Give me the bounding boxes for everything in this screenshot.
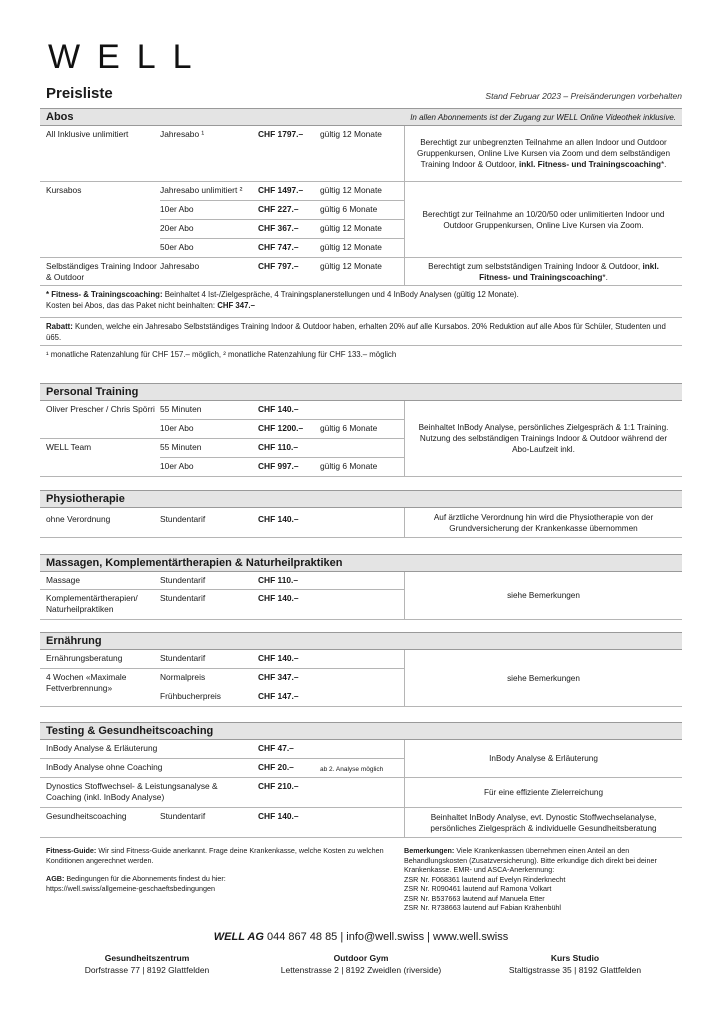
item-description: Beinhaltet InBody Analyse, evt. Dynostic Stoffwechselanalyse, persönliches Zielgespräch & individuelle Gesundheitsberatung	[404, 808, 682, 837]
item-validity: gültig 6 Monate	[320, 461, 378, 471]
item-price: CHF 1200.–	[258, 423, 304, 433]
item-price: CHF 1497.–	[258, 185, 304, 195]
item-name: Selbständiges Training Indoor & Outdoor	[46, 261, 157, 282]
item-name: Massage	[46, 575, 80, 585]
section-title: Testing & Gesundheitscoaching	[46, 725, 214, 737]
item-type: Frühbucherpreis	[160, 691, 221, 701]
item-price: CHF 997.–	[258, 461, 299, 471]
item-validity: gültig 12 Monate	[320, 242, 382, 252]
note-label: Rabatt:	[46, 322, 73, 331]
personal-table	[40, 401, 682, 477]
note-label: * Fitness- & Trainingscoaching:	[46, 290, 163, 299]
item-name: Ernährungsberatung	[46, 653, 123, 663]
section-header	[40, 554, 682, 572]
item-price: CHF 797.–	[258, 261, 299, 271]
agb-link[interactable]: https://well.swiss/allgemeine-geschaeftsbedingungen	[46, 883, 216, 893]
item-price: CHF 140.–	[258, 593, 299, 603]
fitness-guide-note	[46, 846, 386, 865]
section-title: Personal Training	[46, 386, 139, 398]
discount-note	[40, 318, 682, 346]
item-type: Jahresabo	[160, 261, 200, 271]
location-name: Gesundheitszentrum	[104, 953, 190, 963]
item-type: Normalpreis	[160, 672, 206, 682]
item-type-text: Jahresabo unlimitiert ²	[160, 185, 243, 195]
note-price: CHF 347.–	[217, 301, 255, 310]
zsr-item: ZSR Nr. F068361 lautend auf Evelyn Rinderknecht	[404, 874, 566, 884]
section-header	[40, 383, 682, 401]
physio-table	[40, 508, 682, 538]
item-price: CHF 140.–	[258, 811, 299, 821]
contact-line	[40, 931, 682, 943]
section-personal-training	[40, 383, 682, 477]
note-text: Beinhaltet 4 Ist-/Zielgespräche, 4 Trainingsplanerstellungen und 4 InBody Analysen (gültig 12 Monate).	[162, 290, 519, 299]
location-gesundheitszentrum	[40, 952, 254, 976]
table-row	[40, 778, 682, 808]
item-price: CHF 110.–	[258, 442, 299, 452]
item-type: 50er Abo	[160, 242, 194, 252]
section-testing	[40, 722, 682, 838]
ernaehrung-table	[40, 650, 682, 707]
footer-notes-right	[404, 846, 682, 913]
table-row	[40, 126, 682, 182]
item-validity: gültig 6 Monate	[320, 204, 378, 214]
section-title: Physiotherapie	[46, 493, 125, 505]
section-header	[40, 722, 682, 740]
stand-note: Stand Februar 2023 – Preisänderungen vorbehalten	[485, 91, 682, 101]
zsr-item: ZSR Nr. R090461 lautend auf Ramona Volkart	[404, 884, 552, 893]
note-text: Kunden, welche ein Jahresabo Selbstständiges Training Indoor & Outdoor haben, erhalten 20% auf alle Kursabos. 20% Reduktion auf alle Abos für Schüler, Studenten und ü65.	[46, 322, 666, 342]
note-label: AGB:	[46, 874, 65, 883]
item-validity: gültig 12 Monate	[320, 261, 382, 271]
item-description	[404, 126, 682, 181]
item-price: CHF 210.–	[258, 781, 299, 791]
item-name: InBody Analyse & Erläuterung	[46, 743, 158, 753]
item-name: WELL Team	[46, 442, 92, 452]
item-price: CHF 140.–	[258, 514, 299, 524]
item-name: Dynostics Stoffwechsel- & Leistungsanalyse & Coaching (inkl. InBody Analyse)	[46, 781, 218, 802]
section-header	[40, 108, 682, 126]
item-type-text: 10er Abo	[160, 204, 194, 214]
location-outdoor-gym	[254, 952, 468, 976]
section-title: Ernährung	[46, 635, 102, 647]
location-name: Kurs Studio	[550, 953, 600, 963]
page-title: Preisliste	[46, 85, 113, 102]
item-description	[404, 258, 682, 285]
testing-table	[40, 740, 682, 838]
zsr-item: ZSR Nr. B537663 lautend auf Manuela Etter	[404, 893, 545, 903]
note-label: Fitness-Guide:	[46, 846, 97, 855]
installment-note: ¹ monatliche Ratenzahlung für CHF 157.– möglich, ² monatliche Ratenzahlung für CHF 133.– möglich	[46, 350, 397, 359]
table-row	[40, 808, 682, 838]
desc-text: Berechtigt zum selbstständigen Training Indoor & Outdoor,	[428, 261, 643, 271]
item-name: InBody Analyse ohne Coaching	[46, 762, 163, 772]
item-validity: gültig 12 Monate	[320, 185, 382, 195]
location-address: Dorfstrasse 77 | 8192 Glattfelden	[84, 965, 210, 975]
item-price: CHF 47.–	[258, 743, 294, 753]
item-type: Jahresabo ¹	[160, 129, 205, 139]
item-validity: ab 2. Analyse möglich	[320, 766, 384, 773]
item-type: 10er Abo	[160, 423, 194, 433]
item-price: CHF 367.–	[258, 223, 299, 233]
item-name: Oliver Prescher / Chris Spörri	[46, 404, 155, 414]
item-price: CHF 147.–	[258, 691, 299, 701]
section-massagen	[40, 554, 682, 620]
note-text: Bedingungen für die Abonnements findest du hier:	[64, 874, 226, 883]
note-text: Kosten bei Abos, das das Paket nicht beinhalten:	[46, 301, 218, 310]
item-price: CHF 747.–	[258, 242, 299, 252]
desc-text: *.	[602, 272, 608, 282]
inbody-group	[40, 740, 682, 778]
item-price: CHF 1797.–	[258, 129, 304, 139]
item-type-text: 20er Abo	[160, 223, 194, 233]
item-price: CHF 227.–	[258, 204, 299, 214]
desc-bold: inkl. Fitness- und Trainingscoaching	[519, 160, 661, 169]
location-name: Outdoor Gym	[333, 953, 389, 963]
note-text: Wir sind Fitness-Guide anerkannt. Frage deine Krankenkasse, welche Kosten zu welchen Konditionen angerechnet werden.	[46, 846, 384, 865]
section-note: In allen Abonnements ist der Zugang zur WELL Online Videothek inklusive.	[410, 113, 676, 122]
item-description: Berechtigt zur Teilnahme an 10/20/50 oder unlimitierten Indoor und Outdoor Gruppenkursen, Online Live Kursen via Zoom.	[404, 182, 682, 257]
section-title: Abos	[46, 111, 74, 123]
item-type: Stundentarif	[160, 811, 206, 821]
note-text: Viele Krankenkassen übernehmen einen Anteil an den Behandlungskosten (Zusatzversicherung). Bitte erkundige dich direkt bei deiner Krankenkasse. EMR- und ASCA-Anerkennung:	[404, 846, 657, 874]
section-header	[40, 490, 682, 508]
section-abos	[40, 108, 682, 366]
contact-details[interactable]: 044 867 48 85 | info@well.swiss | www.well.swiss	[266, 931, 509, 943]
section-ernaehrung	[40, 632, 682, 707]
item-name: All Inklusive unlimitiert	[46, 129, 129, 139]
item-description: siehe Bemerkungen	[404, 650, 682, 706]
item-validity: gültig 12 Monate	[320, 129, 382, 139]
item-validity: gültig 12 Monate	[320, 223, 382, 233]
item-type-text: 55 Minuten	[160, 442, 202, 452]
location-address: Lettenstrasse 2 | 8192 Zweidlen (riverside)	[280, 965, 442, 975]
section-title: Massagen, Komplementärtherapien & Naturheilpraktiken	[46, 557, 343, 569]
item-type-text: 55 Minuten	[160, 404, 202, 414]
section-header	[40, 632, 682, 650]
price-list-page	[40, 0, 682, 1024]
item-description: siehe Bemerkungen	[404, 572, 682, 619]
item-price: CHF 347.–	[258, 672, 299, 682]
item-description: Für eine effiziente Zielerreichung	[404, 778, 682, 807]
table-row	[40, 258, 682, 286]
item-type: Stundentarif	[160, 653, 206, 663]
fitness-coaching-note	[40, 286, 682, 318]
item-type: Stundentarif	[160, 575, 206, 585]
item-description: Beinhaltet InBody Analyse, persönliches Zielgespräch & 1:1 Training. Nutzung des selbständigen Trainings Indoor & Outdoor während der Abo-Laufzeit inkl.	[404, 401, 682, 476]
desc-text: Berechtigt zur unbegrenzten Teilnahme an allen Indoor und Outdoor Gruppenkursen, Online Live Kursen via Zoom und dem selbständigen Training Indoor & Outdoor,	[416, 138, 671, 169]
item-type: 10er Abo	[160, 461, 194, 471]
item-type: Stundentarif	[160, 514, 206, 524]
item-price: CHF 140.–	[258, 404, 299, 414]
item-description: InBody Analyse & Erläuterung	[404, 740, 682, 777]
abos-table	[40, 126, 682, 366]
note-label: Bemerkungen:	[404, 846, 455, 855]
item-name: 4 Wochen «Maximale Fettverbrennung»	[46, 672, 127, 693]
item-price: CHF 20.–	[258, 762, 294, 772]
item-price: CHF 140.–	[258, 653, 299, 663]
desc-bold: inkl. Fitness- und Trainingscoaching	[479, 261, 659, 282]
table-row	[40, 508, 682, 538]
item-name: ohne Verordnung	[46, 514, 111, 524]
item-name: Gesundheitscoaching	[46, 811, 127, 821]
section-physiotherapie	[40, 490, 682, 538]
item-type: Stundentarif	[160, 593, 206, 603]
footer-notes-left	[46, 846, 386, 893]
item-validity: gültig 6 Monate	[320, 423, 378, 433]
agb-note	[46, 874, 386, 893]
item-name: Komplementärtherapien/ Naturheilpraktiken	[46, 593, 138, 614]
location-address: Staltigstrasse 35 | 8192 Glattfelden	[508, 965, 642, 975]
item-name: Kursabos	[46, 185, 82, 195]
location-kurs-studio	[468, 952, 682, 976]
well-logo: WELL	[48, 38, 209, 76]
desc-text: *.	[660, 160, 667, 169]
massage-table	[40, 572, 682, 620]
item-description: Auf ärztliche Verordnung hin wird die Physiotherapie von der Grundversicherung der Krankenkasse übernommen	[404, 508, 682, 537]
kursabos-group	[40, 182, 682, 258]
company-name: WELL AG	[213, 931, 264, 943]
zsr-item: ZSR Nr. R738663 lautend auf Fabian Krähenbühl	[404, 903, 562, 912]
item-price: CHF 110.–	[258, 575, 299, 585]
